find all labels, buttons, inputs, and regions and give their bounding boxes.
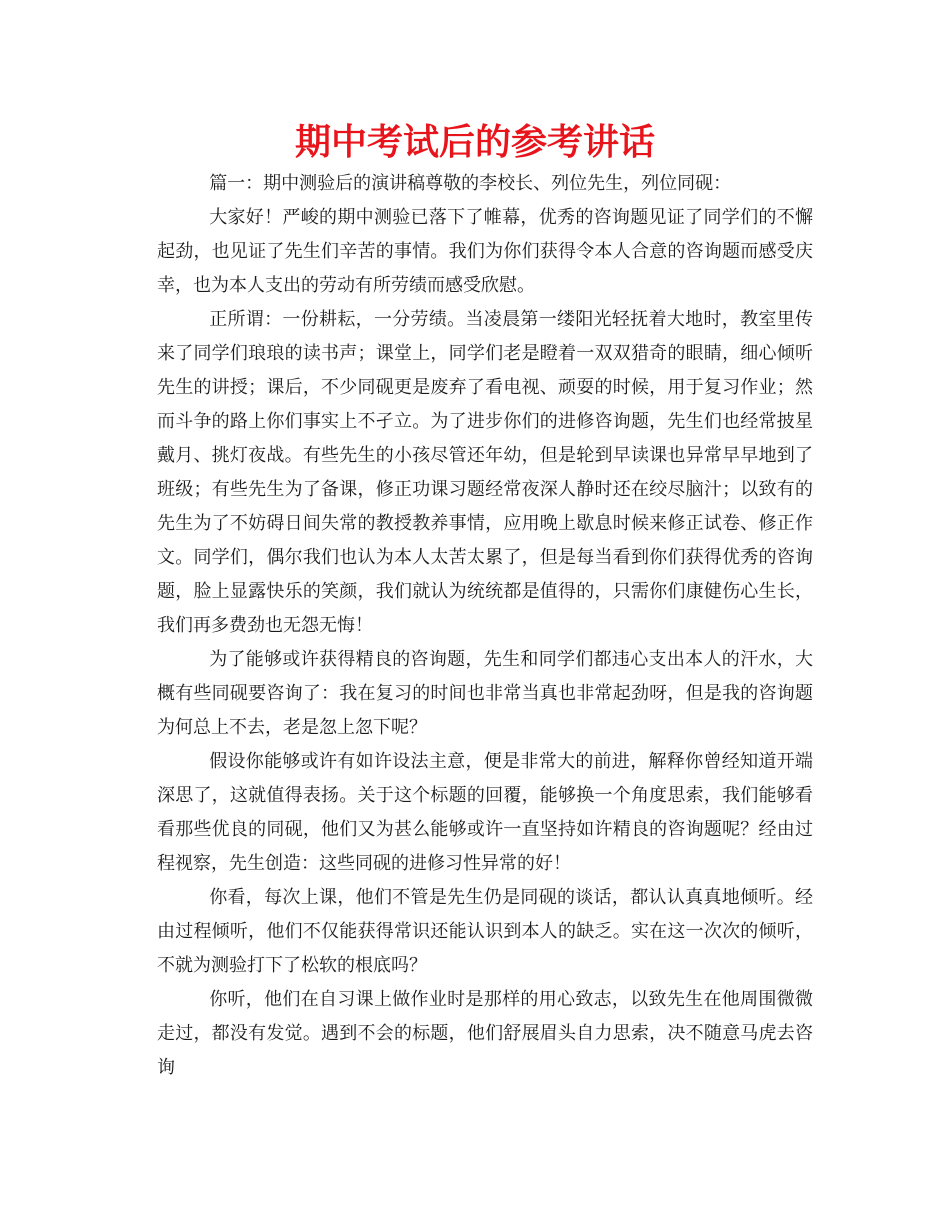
document-body [157,167,813,1085]
document-title: 期中考试后的参考讲话 [294,122,655,163]
paragraph: 你听，他们在自习课上做作业时是那样的用心致志，以致先生在他周围微微走过，都没有发觉。遇到不会的标题，他们舒展眉头自力思索，决不随意马虎去咨询 [157,989,813,1078]
paragraph: 篇一：期中测验后的演讲稿尊敬的李校长、列位先生，列位同砚： [209,173,732,194]
paragraph: 正所谓：一份耕耘，一分劳绩。当凌晨第一缕阳光轻抚着大地时，教室里传来了同学们琅琅的读书声；课堂上，同学们老是瞪着一双双猎奇的眼睛，细心倾听先生的讲授；课后，不少同砚更是废弃了看电视、顽耍的时候，用于复习作业；然而斗争的路上你们事实上不孑立。为了进步你们的进修咨询题，先生们也经常披星戴月、挑灯夜战。有些先生的小孩尽管还年幼，但是轮到早读课也异常早早地到了班级；有些先生为了备课，修正功课习题经常夜深人静时还在绞尽脑汁；以致有的先生为了不妨碍日间失常的教授教养事情，应用晚上歇息时候来修正试卷、修正作文。同学们，偶尔我们也认为本人太苦太累了，但是每当看到你们获得优秀的咨询题，脸上显露快乐的笑颜，我们就认为统统都是值得的，只需你们康健伤心生长，我们再多费劲也无怨无悔！ [157,309,813,636]
paragraph: 为了能够或许获得精良的咨询题，先生和同学们都违心支出本人的汗水，大概有些同砚要咨询了：我在复习的时间也非常当真也非常起劲呀，但是我的咨询题为何总上不去，老是忽上忽下呢？ [157,649,813,738]
paragraph: 你看，每次上课，他们不管是先生仍是同砚的谈话，都认认真真地倾听。经由过程倾听，他们不仅能获得常识还能认识到本人的缺乏。实在这一次次的倾听，不就为测验打下了松软的根底吗？ [157,887,813,976]
paragraph: 大家好！严峻的期中测验已落下了帷幕，优秀的咨询题见证了同学们的不懈起劲，也见证了先生们辛苦的事情。我们为你们获得令本人合意的咨询题而感受庆幸，也为本人支出的劳动有所劳绩而感受欣慰。 [157,207,813,296]
paragraph: 假设你能够或许有如许设法主意，便是非常大的前进，解释你曾经知道开端深思了，这就值得表扬。关于这个标题的回覆，能够换一个角度思索，我们能够看看那些优良的同砚，他们又为甚么能够或许一直坚持如许精良的咨询题呢？经由过程视察，先生创造：这些同砚的进修习性异常的好！ [157,751,813,874]
